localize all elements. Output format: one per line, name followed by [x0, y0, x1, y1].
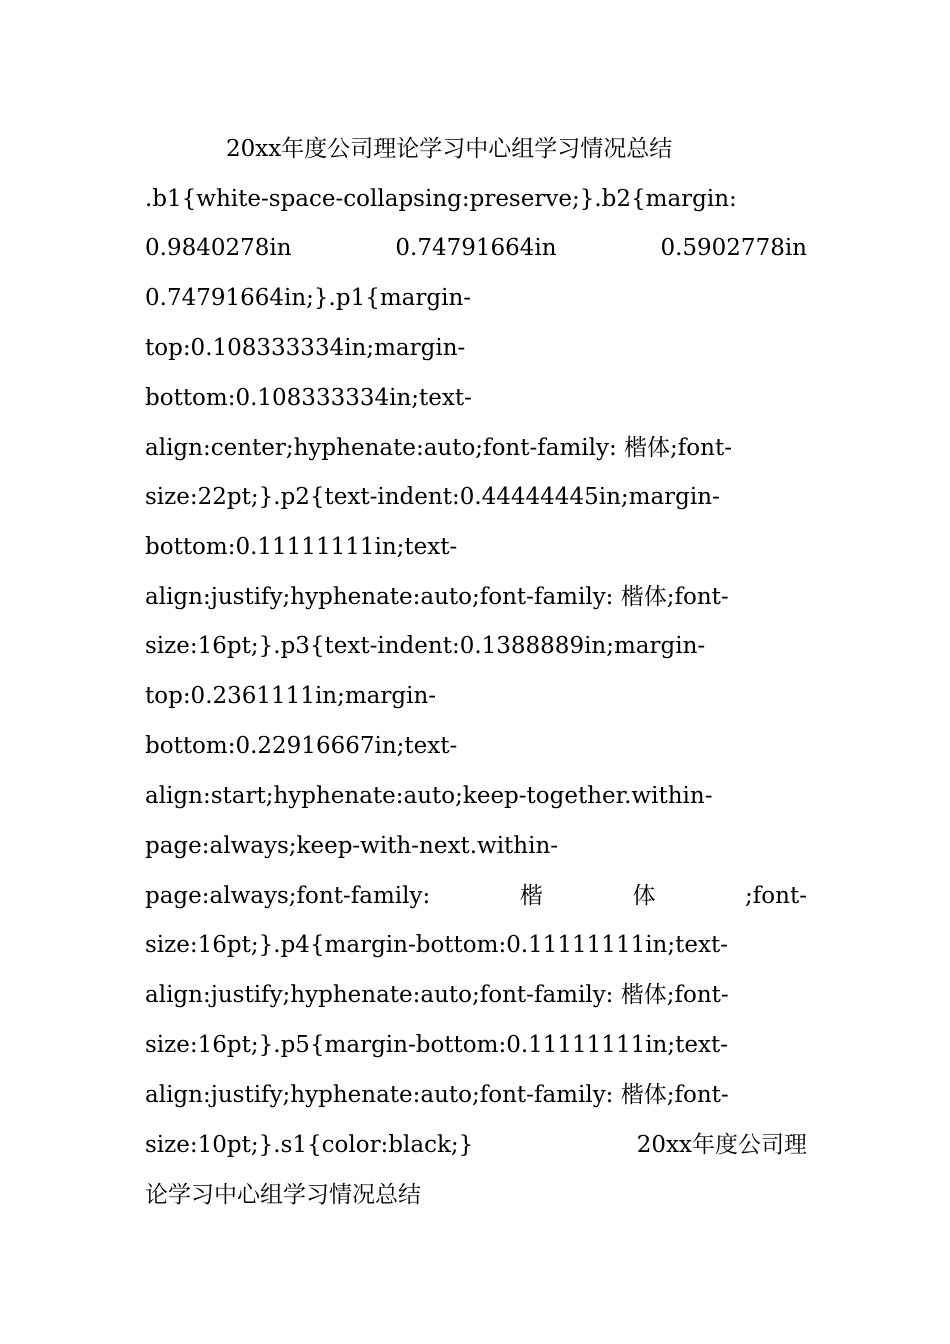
text-line: align:center;hyphenate:auto;font-family: 楷体;font- [145, 435, 732, 461]
text-line: page:always;keep-with-next.within- [145, 833, 559, 859]
text-line: bottom:0.22916667in;text- [145, 733, 458, 759]
text-line: size:22pt;}.p2{text-indent:0.44444445in;margin- [145, 484, 720, 510]
text-line: align:justify;hyphenate:auto;font-family: 楷体;font- [145, 584, 729, 610]
text-segment: 体 [632, 883, 656, 909]
text-segment: 楷 [519, 883, 543, 909]
text-line: align:justify;hyphenate:auto;font-family: 楷体;font- [145, 982, 729, 1008]
text-line: size:16pt;}.p4{margin-bottom:0.11111111in;text- [145, 932, 728, 958]
text-line: 0.74791664in;}.p1{margin- [145, 285, 472, 311]
document-title: 20xx年度公司理论学习中心组学习情况总结 [226, 136, 673, 162]
text-segment: ;font- [745, 883, 807, 909]
text-line: bottom:0.108333334in;text- [145, 385, 472, 411]
text-segment: 0.9840278in [145, 235, 292, 261]
text-line [145, 1129, 807, 1161]
text-segment: size:10pt;}.s1{color:black;} [145, 1132, 474, 1158]
text-segment: 0.74791664in [395, 235, 557, 261]
text-segment: 0.5902778in [660, 235, 807, 261]
text-line: align:justify;hyphenate:auto;font-family: 楷体;font- [145, 1082, 729, 1108]
text-line: size:16pt;}.p3{text-indent:0.1388889in;margin- [145, 633, 706, 659]
text-segment: page:always;font-family: [145, 883, 431, 909]
text-segment: 20xx年度公司理 [636, 1132, 807, 1158]
text-line [145, 232, 807, 264]
text-line: size:16pt;}.p5{margin-bottom:0.11111111in;text- [145, 1032, 728, 1058]
text-line: .b1{white-space-collapsing:preserve;}.b2{margin: [145, 186, 737, 212]
text-line: 论学习中心组学习情况总结 [145, 1182, 421, 1208]
text-line: top:0.108333334in;margin- [145, 335, 466, 361]
text-line [145, 880, 807, 912]
text-line: align:start;hyphenate:auto;keep-together.within- [145, 783, 713, 809]
text-line: top:0.2361111in;margin- [145, 683, 437, 709]
text-line: bottom:0.11111111in;text- [145, 534, 458, 560]
